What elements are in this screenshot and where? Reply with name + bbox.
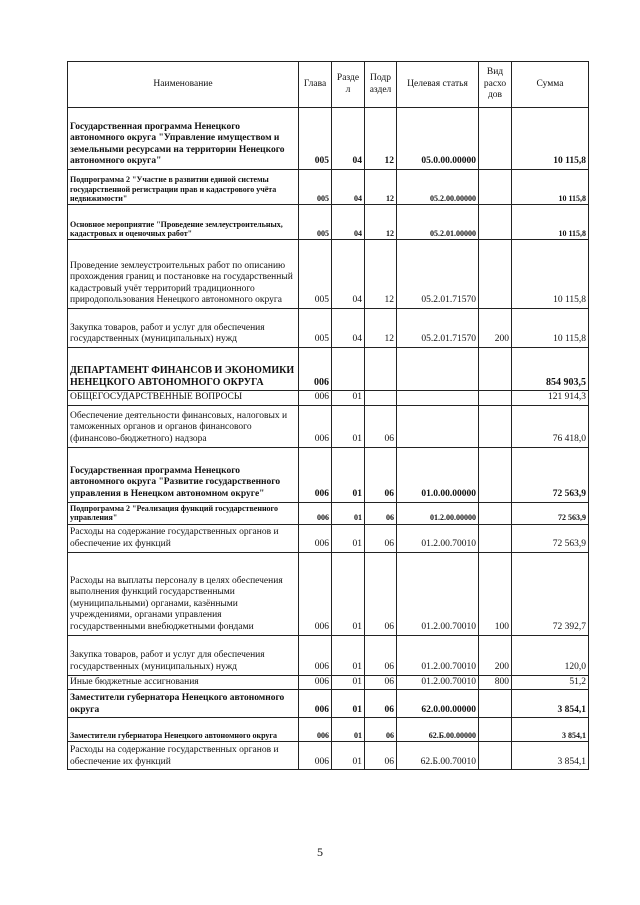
row-amount: 10 115,8 [512,240,589,309]
row-amount: 120,0 [512,635,589,675]
row-subsection: 06 [365,675,397,690]
header-chapter: Глава [299,62,332,108]
table-row [68,240,589,309]
row-expense-type [479,690,512,718]
header-section: Разде л [332,62,365,108]
row-amount: 72 563,9 [512,524,589,552]
row-section: 04 [332,240,365,309]
row-section: 04 [332,205,365,240]
row-target: 05.2.00.00000 [397,170,479,205]
row-target: 05.2.01.00000 [397,205,479,240]
row-name: Проведение землеустроительных работ по описанию прохождения границ и постановке на государственный кадастровый учёт территорий традиционного природопользования Ненецкого автономного округа [68,240,299,309]
table-row [68,718,589,742]
row-expense-type [479,405,512,447]
row-subsection: 12 [365,205,397,240]
row-section: 01 [332,405,365,447]
row-target [397,405,479,447]
row-expense-type [479,447,512,502]
table-row [68,447,589,502]
row-section [332,348,365,391]
row-chapter: 006 [299,718,332,742]
row-target: 05.2.01.71570 [397,309,479,348]
table-row [68,635,589,675]
row-expense-type [479,348,512,391]
row-amount: 10 115,8 [512,205,589,240]
row-chapter: 006 [299,635,332,675]
row-expense-type [479,391,512,406]
row-name: ОБЩЕГОСУДАРСТВЕННЫЕ ВОПРОСЫ [68,391,299,406]
row-section: 01 [332,675,365,690]
row-section: 01 [332,447,365,502]
row-expense-type [479,170,512,205]
row-amount: 76 418,0 [512,405,589,447]
row-section: 04 [332,309,365,348]
row-target: 05.2.01.71570 [397,240,479,309]
row-subsection [365,348,397,391]
row-name: Подпрограмма 2 "Реализация функций государственного управления" [68,502,299,524]
row-section: 01 [332,635,365,675]
row-section: 01 [332,718,365,742]
row-amount: 121 914,3 [512,391,589,406]
row-subsection: 06 [365,690,397,718]
row-amount: 72 563,9 [512,502,589,524]
budget-table [67,61,589,770]
row-name: Заместители губернатора Ненецкого автономного округа [68,690,299,718]
row-expense-type: 200 [479,635,512,675]
row-chapter: 006 [299,391,332,406]
row-expense-type [479,205,512,240]
row-amount: 3 854,1 [512,718,589,742]
header-target: Целевая статья [397,62,479,108]
row-subsection: 06 [365,635,397,675]
row-name: ДЕПАРТАМЕНТ ФИНАНСОВ И ЭКОНОМИКИ НЕНЕЦКОГО АВТОНОМНОГО ОКРУГА [68,348,299,391]
row-name: Иные бюджетные ассигнования [68,675,299,690]
row-section: 01 [332,742,365,770]
row-name: Расходы на содержание государственных органов и обеспечение их функций [68,524,299,552]
page-number: 5 [317,845,323,859]
row-name: Обеспечение деятельности финансовых, налоговых и таможенных органов и органов финансового (финансово-бюджетного) надзора [68,405,299,447]
header-subsection: Подр аздел [365,62,397,108]
row-expense-type: 800 [479,675,512,690]
row-name: Подпрограмма 2 "Участие в развитии единой системы государственной регистрации прав и кадастрового учёта недвижимости" [68,170,299,205]
row-amount: 10 115,8 [512,170,589,205]
row-name: Расходы на выплаты персоналу в целях обеспечения выполнения функций государственными (муниципальными) органами, казёнными учреждениями, органами управления государственными внебюджетными фондами [68,552,299,635]
row-expense-type: 100 [479,552,512,635]
row-target: 01.2.00.70010 [397,524,479,552]
row-amount: 51,2 [512,675,589,690]
row-chapter: 006 [299,675,332,690]
table-row [68,524,589,552]
row-subsection: 06 [365,524,397,552]
row-subsection: 06 [365,502,397,524]
row-section: 01 [332,690,365,718]
row-expense-type [479,108,512,170]
row-target: 01.2.00.00000 [397,502,479,524]
row-chapter: 006 [299,690,332,718]
row-chapter: 005 [299,205,332,240]
row-subsection: 06 [365,742,397,770]
row-subsection: 06 [365,552,397,635]
row-subsection: 12 [365,309,397,348]
row-amount: 72 563,9 [512,447,589,502]
header-expense-type: Вид расхо дов [479,62,512,108]
row-name: Государственная программа Ненецкого автономного округа "Управление имуществом и земельными ресурсами на территории Ненецкого автономного округа" [68,108,299,170]
row-target: 01.2.00.70010 [397,675,479,690]
table-row [68,170,589,205]
row-name: Государственная программа Ненецкого автономного округа "Развитие государственного управления в Ненецком автономном округе" [68,447,299,502]
row-expense-type: 200 [479,309,512,348]
row-target: 01.2.00.70010 [397,635,479,675]
table-row [68,675,589,690]
row-target: 01.2.00.70010 [397,552,479,635]
row-name: Расходы на содержание государственных органов и обеспечение их функций [68,742,299,770]
row-target: 62.Б.00.00000 [397,718,479,742]
table-row [68,348,589,391]
row-amount: 3 854,1 [512,742,589,770]
row-amount: 854 903,5 [512,348,589,391]
row-target: 01.0.00.00000 [397,447,479,502]
row-chapter: 006 [299,348,332,391]
row-name: Закупка товаров, работ и услуг для обеспечения государственных (муниципальных) нужд [68,635,299,675]
table-row [68,552,589,635]
row-section: 04 [332,108,365,170]
table-row [68,309,589,348]
table-row [68,690,589,718]
table-row [68,742,589,770]
row-expense-type [479,742,512,770]
row-expense-type [479,240,512,309]
row-subsection: 06 [365,405,397,447]
row-chapter: 006 [299,502,332,524]
row-chapter: 006 [299,552,332,635]
row-chapter: 006 [299,524,332,552]
header-name: Наименование [68,62,299,108]
row-expense-type [479,502,512,524]
row-amount: 10 115,8 [512,309,589,348]
row-expense-type [479,718,512,742]
table-row [68,391,589,406]
row-expense-type [479,524,512,552]
row-chapter: 006 [299,742,332,770]
row-section: 01 [332,391,365,406]
row-name: Закупка товаров, работ и услуг для обеспечения государственных (муниципальных) нужд [68,309,299,348]
row-amount: 10 115,8 [512,108,589,170]
row-section: 01 [332,524,365,552]
row-subsection: 12 [365,240,397,309]
row-chapter: 005 [299,108,332,170]
row-section: 01 [332,502,365,524]
header-amount: Сумма [512,62,589,108]
row-target: 62.Б.00.70010 [397,742,479,770]
row-amount: 72 392,7 [512,552,589,635]
row-chapter: 005 [299,240,332,309]
table-row [68,405,589,447]
row-subsection [365,391,397,406]
row-target [397,391,479,406]
row-name: Основное мероприятие "Проведение землеустроительных, кадастровых и оценочных работ" [68,205,299,240]
row-section: 04 [332,170,365,205]
table-row [68,502,589,524]
row-subsection: 06 [365,718,397,742]
row-section: 01 [332,552,365,635]
row-chapter: 006 [299,405,332,447]
row-chapter: 005 [299,309,332,348]
table-row [68,205,589,240]
row-target [397,348,479,391]
table-row [68,108,589,170]
row-name: Заместители губернатора Ненецкого автономного округа [68,718,299,742]
table-header-row [68,62,589,108]
row-target: 62.0.00.00000 [397,690,479,718]
row-chapter: 005 [299,170,332,205]
row-chapter: 006 [299,447,332,502]
row-subsection: 12 [365,170,397,205]
row-target: 05.0.00.00000 [397,108,479,170]
row-subsection: 12 [365,108,397,170]
row-amount: 3 854,1 [512,690,589,718]
row-subsection: 06 [365,447,397,502]
